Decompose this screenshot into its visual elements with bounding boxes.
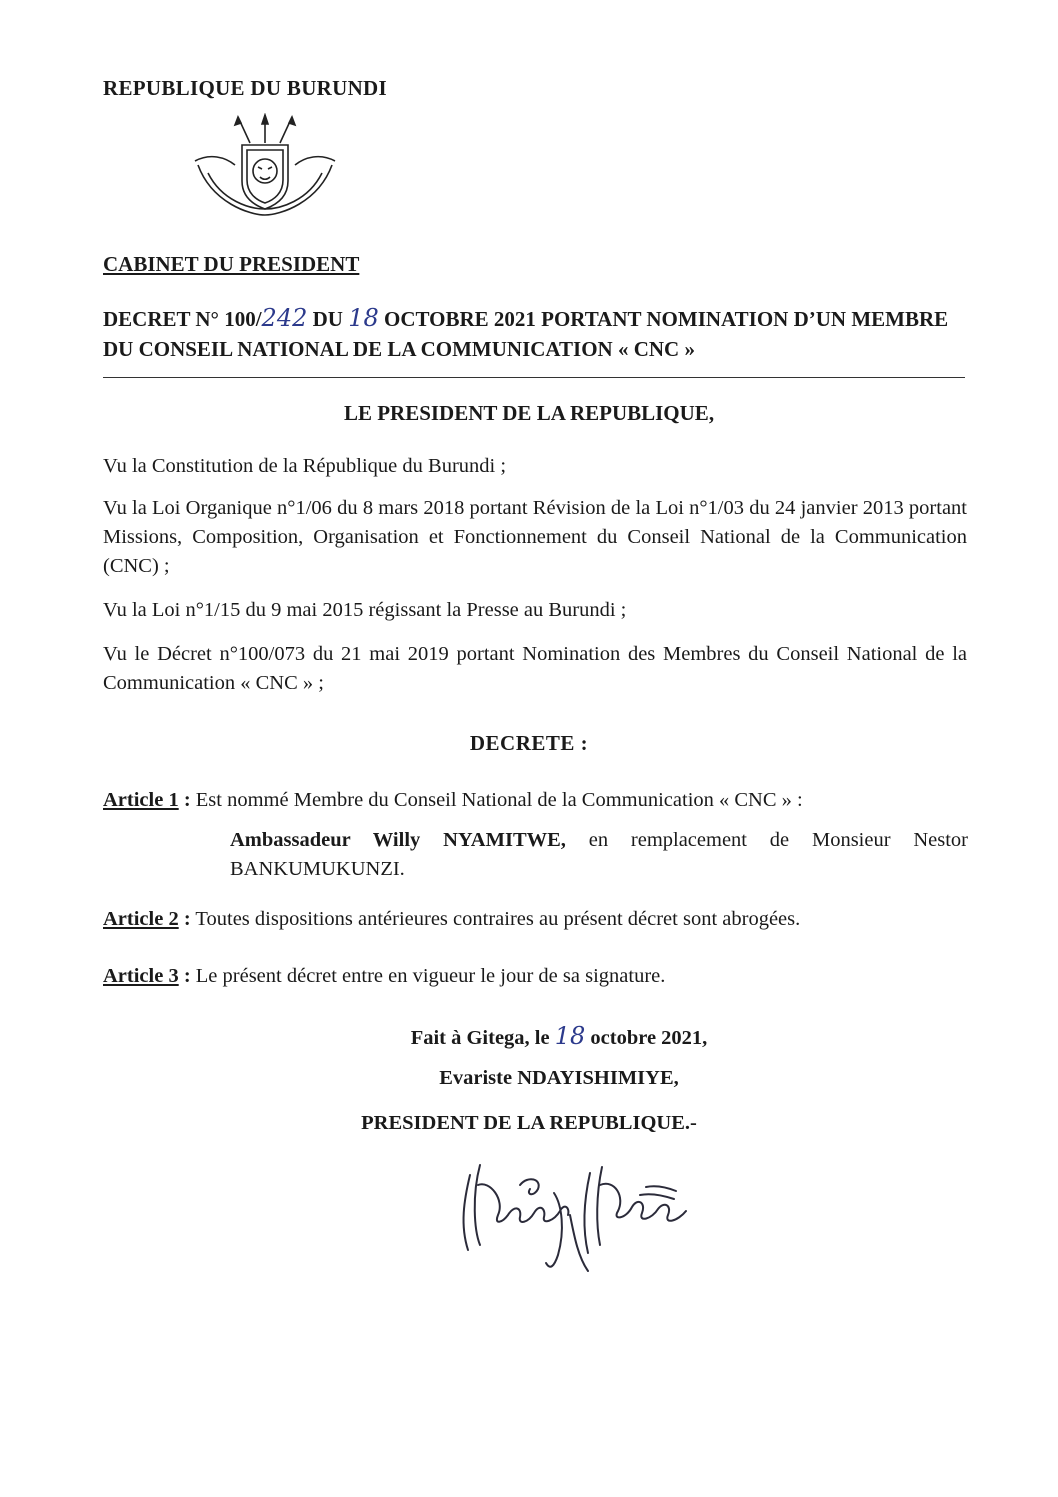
handwritten-signature xyxy=(450,1145,720,1280)
place-date-line xyxy=(0,1022,1058,1050)
signer-name: Evariste NDAYISHIMIYE, xyxy=(439,1067,679,1089)
article-2 xyxy=(103,905,973,934)
decrete-heading: DECRETE : xyxy=(469,731,589,755)
nominee-paragraph xyxy=(230,826,968,884)
place-prefix: Fait à Gitega, le xyxy=(410,1027,550,1049)
office-heading: CABINET DU PRESIDENT xyxy=(103,252,360,276)
decree-title-rest: OCTOBRE 2021 PORTANT NOMINATION D’UN MEMBRE DU CONSEIL NATIONAL DE LA COMMUNICATION « CNC » xyxy=(103,307,949,361)
article-1-colon: : xyxy=(178,789,191,811)
article-2-label: Article 2 xyxy=(103,908,179,930)
decree-title-prefix: DECRET N° 100/ xyxy=(103,307,262,331)
place-suffix: octobre 2021, xyxy=(590,1027,708,1049)
consideration-constitution: Vu la Constitution de la République du Burundi ; xyxy=(103,455,507,477)
article-1-label: Article 1 xyxy=(103,789,179,811)
title-divider xyxy=(103,377,965,378)
consideration-organic-law: Vu la Loi Organique n°1/06 du 8 mars 2018 portant Révision de la Loi n°1/03 du 24 janvier 2013 portant Missions, Composition, Organisation et Fonctionnement du Conseil National de la Communication (CNC) ; xyxy=(103,497,967,577)
decree-title-du: DU xyxy=(312,307,343,331)
article-2-text: Toutes dispositions antérieures contraires au présent décret sont abrogées. xyxy=(190,908,801,930)
preamble-heading: LE PRESIDENT DE LA REPUBLIQUE, xyxy=(343,401,715,425)
handwritten-decree-number: 242 xyxy=(261,304,308,332)
article-3 xyxy=(103,962,973,991)
consideration-press-law: Vu la Loi n°1/15 du 9 mai 2015 régissant la Presse au Burundi ; xyxy=(103,599,627,621)
nominee-text: en remplacement de Monsieur Nestor BANKUMUKUNZI. xyxy=(230,829,969,880)
signer-title: PRESIDENT DE LA REPUBLIQUE.- xyxy=(361,1112,697,1134)
article-1 xyxy=(103,786,973,815)
article-1-text: Est nommé Membre du Conseil National de la Communication « CNC » : xyxy=(190,789,803,811)
consideration-decree: Vu le Décret n°100/073 du 21 mai 2019 portant Nomination des Membres du Conseil National de la Communication « CNC » ; xyxy=(103,643,967,694)
article-3-label: Article 3 xyxy=(103,965,179,987)
handwritten-sign-day: 18 xyxy=(554,1022,586,1050)
coat-of-arms-emblem xyxy=(190,113,340,225)
handwritten-decree-day: 18 xyxy=(348,304,379,332)
article-3-text: Le présent décret entre en vigueur le jour de sa signature. xyxy=(190,965,666,987)
nominee-name: Ambassadeur Willy NYAMITWE, xyxy=(230,829,566,851)
article-3-colon: : xyxy=(178,965,191,987)
decree-title xyxy=(103,303,973,364)
article-2-colon: : xyxy=(178,908,191,930)
country-heading: REPUBLIQUE DU BURUNDI xyxy=(103,76,387,100)
